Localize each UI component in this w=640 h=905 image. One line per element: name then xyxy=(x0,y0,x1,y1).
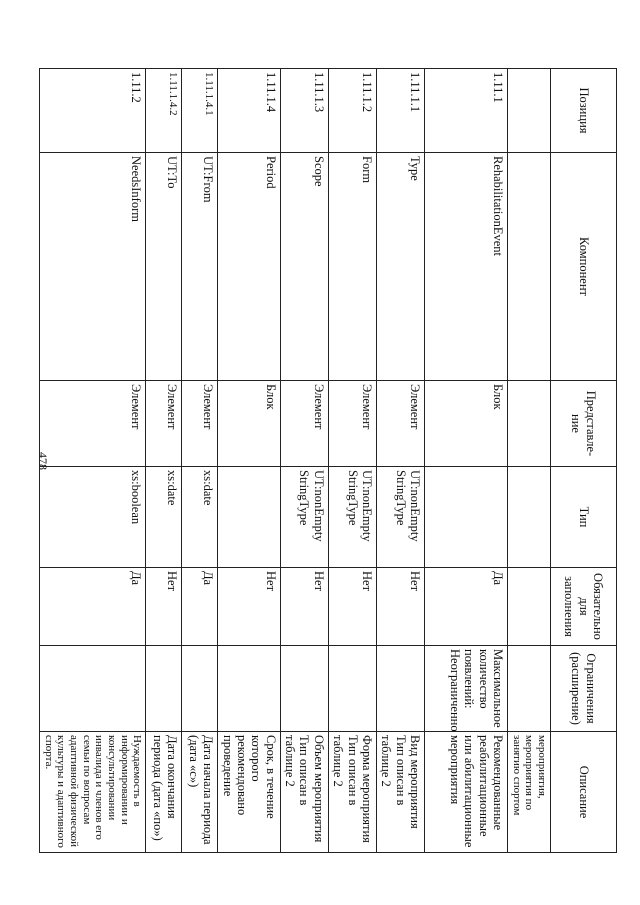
schema-table xyxy=(39,68,617,853)
cell-component: Form xyxy=(328,153,376,381)
cell-representation: Элемент xyxy=(40,381,146,467)
cell-limits xyxy=(40,646,146,732)
cell-required: Да xyxy=(182,568,218,646)
table-row xyxy=(328,69,376,853)
cell-type: xs:date xyxy=(146,467,182,568)
cell-description: Дата окончания периода (дата «по») xyxy=(146,732,182,853)
cell-component xyxy=(508,153,551,381)
cell-component: RehabilitationEvent xyxy=(425,153,508,381)
cell-limits xyxy=(280,646,328,732)
table-row xyxy=(425,69,508,853)
cell-required: Нет xyxy=(376,568,424,646)
table-row xyxy=(508,69,551,853)
cell-position: 1.11.1.4.2 xyxy=(146,69,182,153)
cell-description: Вид мероприятия Тип описан в таблице 2 xyxy=(376,732,424,853)
cell-representation: Элемент xyxy=(328,381,376,467)
header-representation: Представле-ние xyxy=(551,381,617,467)
cell-description: Объем мероприятия Тип описан в таблице 2 xyxy=(280,732,328,853)
header-component: Компонент xyxy=(551,153,617,381)
cell-limits xyxy=(218,646,281,732)
table-header-row xyxy=(551,69,617,853)
cell-type: xs:date xyxy=(182,467,218,568)
cell-component: UT:From xyxy=(182,153,218,381)
header-position: Позиция xyxy=(551,69,617,153)
cell-representation: Элемент xyxy=(376,381,424,467)
header-type: Тип xyxy=(551,467,617,568)
cell-representation xyxy=(508,381,551,467)
cell-position: 1.11.1.3 xyxy=(280,69,328,153)
cell-description: мероприятия, мероприятия по занятию спортом xyxy=(508,732,551,853)
cell-type xyxy=(508,467,551,568)
cell-position: 1.11.2 xyxy=(40,69,146,153)
cell-position: 1.11.1.4.1 xyxy=(182,69,218,153)
header-limits: Ограничения (расширение) xyxy=(551,646,617,732)
cell-required: Нет xyxy=(218,568,281,646)
cell-required: Нет xyxy=(280,568,328,646)
header-required: Обязательно для заполнения xyxy=(551,568,617,646)
cell-position: 1.11.1.2 xyxy=(328,69,376,153)
cell-description: Нуждаемость в информировании и консультировании инвалида и членов его семьи по вопросам адаптивной физической культуры и адаптивного спорта. xyxy=(40,732,146,853)
cell-component: UT:To xyxy=(146,153,182,381)
cell-type: UT:nonEmpty StringType xyxy=(280,467,328,568)
table-row xyxy=(40,69,146,853)
cell-type: UT:nonEmpty StringType xyxy=(328,467,376,568)
cell-type: xs:boolean xyxy=(40,467,146,568)
cell-limits xyxy=(376,646,424,732)
table-row xyxy=(146,69,182,853)
cell-required: Нет xyxy=(328,568,376,646)
cell-position: 1.11.1.4 xyxy=(218,69,281,153)
cell-description: Срок, в течение которого рекомендовано проведение xyxy=(218,732,281,853)
cell-representation: Элемент xyxy=(146,381,182,467)
cell-representation: Элемент xyxy=(182,381,218,467)
table-row xyxy=(280,69,328,853)
cell-representation: Блок xyxy=(425,381,508,467)
cell-component: Scope xyxy=(280,153,328,381)
cell-representation: Элемент xyxy=(280,381,328,467)
cell-type xyxy=(425,467,508,568)
cell-required: Нет xyxy=(146,568,182,646)
cell-component: Type xyxy=(376,153,424,381)
cell-position: 1.11.1.1 xyxy=(376,69,424,153)
cell-limits: Максимальное количество появлений: Неограниченно xyxy=(425,646,508,732)
cell-component: NeedsInform xyxy=(40,153,146,381)
cell-description: Рекомендованные реабилитационные или абилитационные мероприятия xyxy=(425,732,508,853)
cell-type: UT:nonEmpty StringType xyxy=(376,467,424,568)
cell-position xyxy=(508,69,551,153)
cell-limits xyxy=(328,646,376,732)
header-description: Описание xyxy=(551,732,617,853)
cell-position: 1.11.1 xyxy=(425,69,508,153)
cell-description: Дата начала периода (дата «с») xyxy=(182,732,218,853)
cell-limits xyxy=(508,646,551,732)
cell-type xyxy=(218,467,281,568)
cell-limits xyxy=(182,646,218,732)
table-row xyxy=(376,69,424,853)
cell-component: Period xyxy=(218,153,281,381)
cell-description: Форма мероприятия Тип описан в таблице 2 xyxy=(328,732,376,853)
cell-required: Да xyxy=(425,568,508,646)
cell-limits xyxy=(146,646,182,732)
table-row xyxy=(218,69,281,853)
cell-required xyxy=(508,568,551,646)
table-row xyxy=(182,69,218,853)
cell-representation: Блок xyxy=(218,381,281,467)
cell-required: Да xyxy=(40,568,146,646)
page-number: 478 xyxy=(36,452,50,470)
